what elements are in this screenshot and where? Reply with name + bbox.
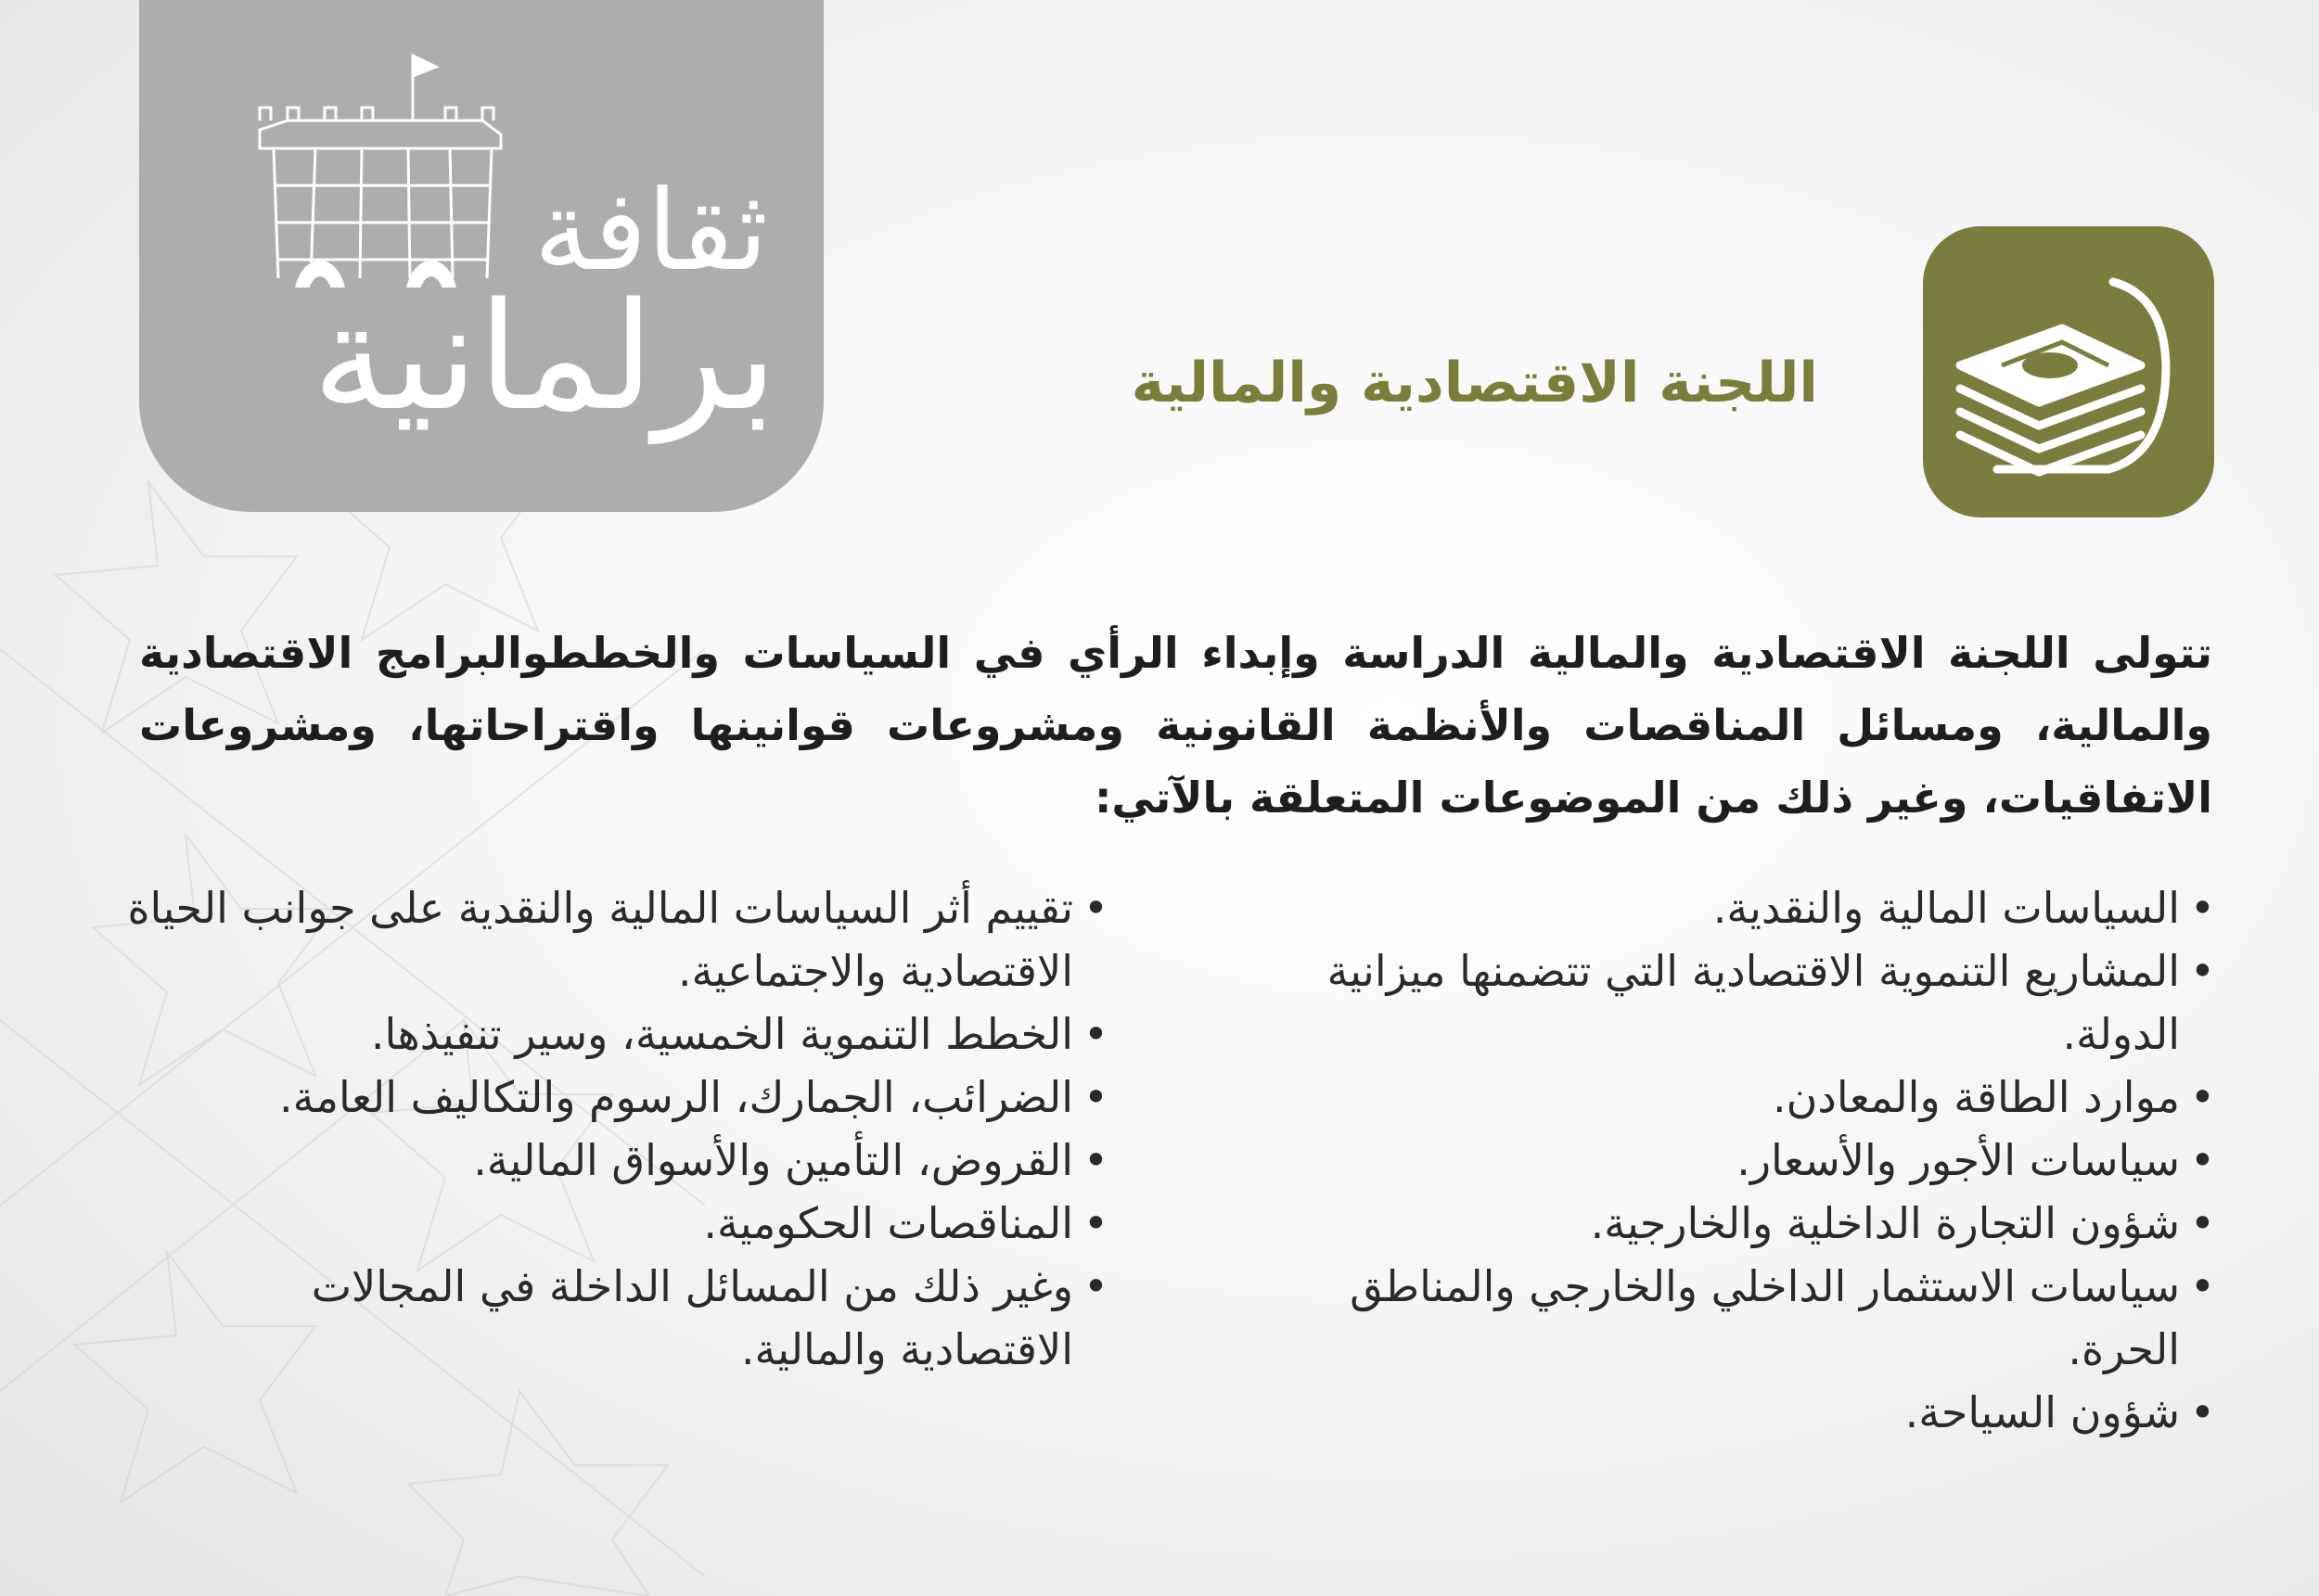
intro-paragraph: تتولى اللجنة الاقتصادية والمالية الدراسة وإبداء الرأي في السياسات والخططوالبرامج الاقتصادية والمالية، ومسائل المناقصات والأنظمة القانونية ومشروعات قوانينها واقتراحاتها، ومشروعات الاتفاقيات، وغير ذلك من الموضوعات المتعلقة بالآتي: — [139, 628, 2212, 823]
committee-title: اللجنة الاقتصادية والمالية — [1131, 351, 1818, 415]
logo-text-line1: ثقافة — [533, 167, 768, 296]
list-item: • المناقصات الحكومية. — [125, 1192, 1108, 1255]
list-item: • الخطط التنموية الخمسية، وسير تنفيذها. — [125, 1002, 1108, 1066]
topics-list-right — [1269, 876, 2215, 1444]
list-item: • موارد الطاقة والمعادن. — [1269, 1066, 2215, 1129]
money-stack-icon — [1923, 226, 2214, 517]
list-item: • القروض، التأمين والأسواق المالية. — [125, 1129, 1108, 1192]
logo-badge — [139, 0, 824, 512]
list-item: • تقييم أثر السياسات المالية والنقدية على جوانب الحياة الاقتصادية والاجتماعية. — [125, 876, 1108, 1002]
list-item: • شؤون التجارة الداخلية والخارجية. — [1269, 1192, 2215, 1255]
list-item: • شؤون السياحة. — [1269, 1381, 2215, 1444]
list-item: • سياسات الاستثمار الداخلي والخارجي والمناطق الحرة. — [1269, 1255, 2215, 1381]
list-item: • وغير ذلك من المسائل الداخلة في المجالات الاقتصادية والمالية. — [125, 1255, 1108, 1381]
list-item: • المشاريع التنموية الاقتصادية التي تتضمنها ميزانية الدولة. — [1269, 939, 2215, 1066]
list-item: • سياسات الأجور والأسعار. — [1269, 1129, 2215, 1192]
logo-text-line2: برلمانية — [312, 270, 777, 443]
fort-icon — [204, 46, 510, 287]
topics-list-left — [125, 876, 1108, 1381]
list-item: • الضرائب، الجمارك، الرسوم والتكاليف العامة. — [125, 1066, 1108, 1129]
list-item: • السياسات المالية والنقدية. — [1269, 876, 2215, 939]
